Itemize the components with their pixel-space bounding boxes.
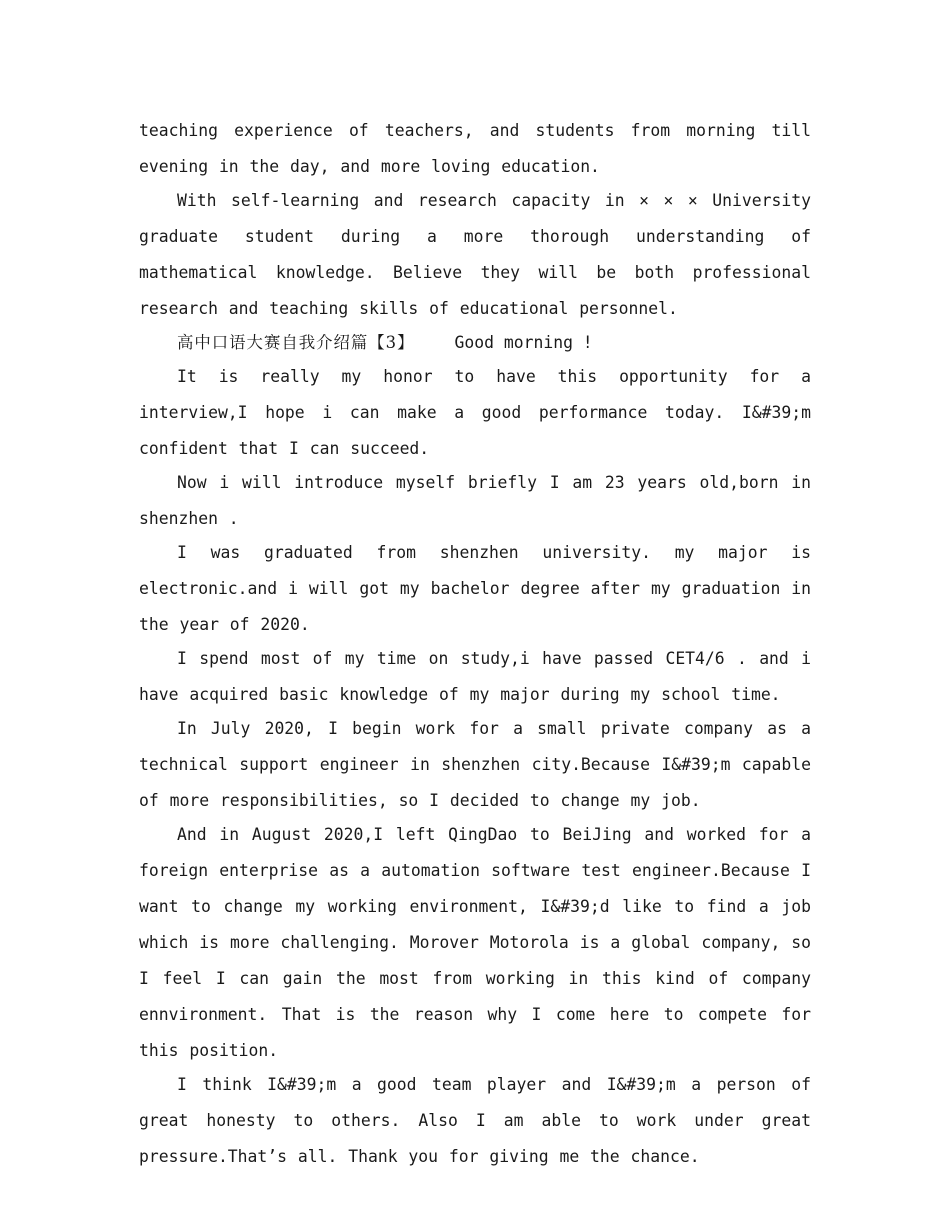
paragraph-august-work: And in August 2020,I left QingDao to BeiJing and worked for a foreign enterprise as a automation software test engineer.Because I want to change my working environment, I&#39;d like to find a job which is more challenging. Morover Motorola is a global company, so I feel I can gain the most from working in this kind of company ennvironment. That is the reason why I come here to compete for this position.: [139, 825, 811, 1060]
paragraph-introduce: Now i will introduce myself briefly I am 23 years old,born in shenzhen .: [139, 473, 811, 528]
paragraph-teaching-experience: teaching experience of teachers, and students from morning till evening in the day, and more loving education.: [139, 121, 811, 176]
section-heading-greeting: Good morning !: [454, 333, 593, 352]
paragraph-graduated: I was graduated from shenzhen university. my major is electronic.and i will got my bachelor degree after my graduation in the year of 2020.: [139, 543, 811, 634]
section-heading: [139, 325, 811, 361]
paragraph-self-learning: With self-learning and research capacity in × × × University graduate student during a more thorough understanding of mathematical knowledge. Believe they will be both professional research and teaching skills of educational personnel.: [139, 191, 811, 318]
section-heading-title: 高中口语大赛自我介绍篇【3】: [177, 333, 415, 352]
document-body: [139, 113, 811, 1173]
paragraph-team-player: I think I&#39;m a good team player and I&#39;m a person of great honesty to others. Also I am able to work under great pressure.That’s all. Thank you for giving me the chance.: [139, 1075, 811, 1166]
paragraph-july-work: In July 2020, I begin work for a small private company as a technical support engineer in shenzhen city.Because I&#39;m capable of more responsibilities, so I decided to change my job.: [139, 719, 811, 810]
paragraph-study: I spend most of my time on study,i have passed CET4/6 . and i have acquired basic knowledge of my major during my school time.: [139, 649, 811, 704]
paragraph-honor: It is really my honor to have this opportunity for a interview,I hope i can make a good performance today. I&#39;m confident that I can succeed.: [139, 367, 811, 458]
